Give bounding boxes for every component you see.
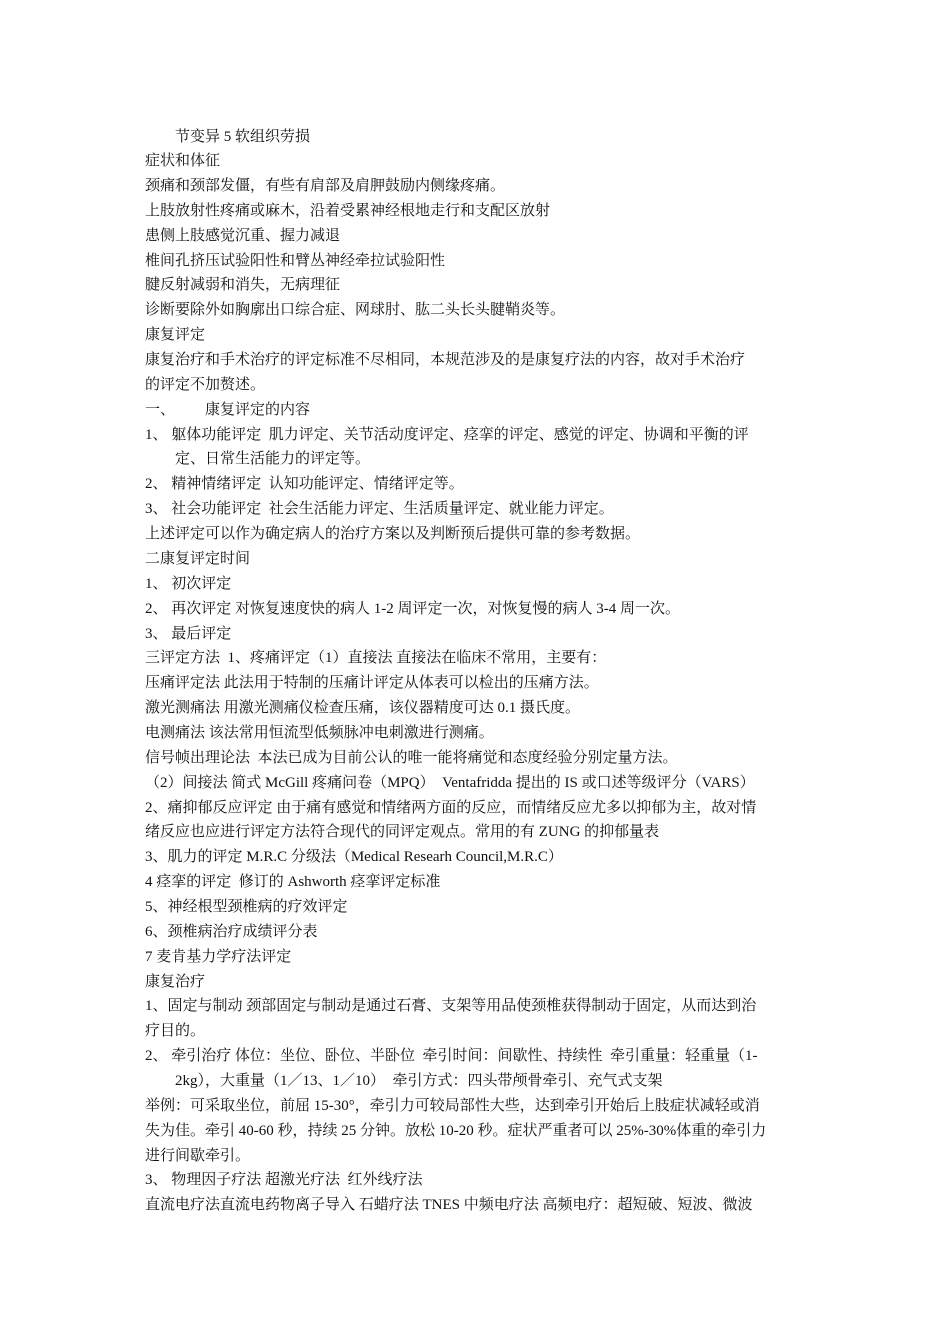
- text-line: 2、痛抑郁反应评定 由于痛有感觉和情绪两方面的反应，而情绪反应尤多以抑郁为主，故对情: [145, 800, 757, 816]
- text-line: 诊断要除外如胸廓出口综合症、网球肘、肱二头长头腱鞘炎等。: [145, 302, 566, 318]
- text-line: 压痛评定法 此法用于特制的压痛计评定从体表可以检出的压痛方法。: [145, 675, 599, 691]
- text-line: 4 痉挛的评定 修订的 Ashworth 痉挛评定标准: [145, 874, 441, 890]
- text-line: 症状和体征: [145, 153, 221, 169]
- text-line: 康复治疗和手术治疗的评定标准不尽相同，本规范涉及的是康复疗法的内容，故对手术治疗: [145, 352, 746, 368]
- text-line: 上肢放射性疼痛或麻木，沿着受累神经根地走行和支配区放射: [145, 203, 551, 219]
- list-item: 3、 社会功能评定 社会生活能力评定、生活质量评定、就业能力评定。: [145, 501, 614, 517]
- text-line: 2kg），大重量（1／13、1／10） 牵引方式：四头带颅骨牵引、充气式支架: [175, 1073, 663, 1089]
- text-line: 信号帧出理论法 本法已成为目前公认的唯一能将痛觉和态度经验分别定量方法。: [145, 750, 678, 766]
- text-line: 腱反射减弱和消失，无病理征: [145, 277, 341, 293]
- text-line: 三评定方法 1、疼痛评定（1）直接法 直接法在临床不常用，主要有：: [145, 650, 607, 666]
- section-heading: 康复评定: [145, 327, 206, 343]
- text-line: 患侧上肢感觉沉重、握力减退: [145, 228, 341, 244]
- text-line: 7 麦肯基力学疗法评定: [145, 949, 292, 965]
- list-item: 2、 牵引治疗 体位：坐位、卧位、半卧位 牵引时间：间歇性、持续性 牵引重量：轻重量（1-: [145, 1048, 758, 1064]
- text-line: 绪反应也应进行评定方法符合现代的同评定观点。常用的有 ZUNG 的抑郁量表: [145, 824, 660, 840]
- text-line: （2）间接法 简式 McGill 疼痛问卷（MPQ） Ventafridda 提出的 IS 或口述等级评分（VARS）: [145, 775, 755, 791]
- text-line: 二康复评定时间: [145, 551, 251, 567]
- text-line: 椎间孔挤压试验阳性和臂丛神经牵拉试验阳性: [145, 253, 446, 269]
- list-item: 1、 初次评定: [145, 576, 232, 592]
- text-line: 电测痛法 该法常用恒流型低频脉冲电刺激进行测痛。: [145, 725, 494, 741]
- list-item: 3、 物理因子疗法 超激光疗法 红外线疗法: [145, 1172, 423, 1188]
- list-item: 1、 躯体功能评定 肌力评定、关节活动度评定、痉挛的评定、感觉的评定、协调和平衡的评: [145, 427, 749, 443]
- text-line: 上述评定可以作为确定病人的治疗方案以及判断预后提供可靠的参考数据。: [145, 526, 641, 542]
- text-line: 失为佳。牵引 40-60 秒，持续 25 分钟。放松 10-20 秒。症状严重者可以 25%-30%体重的牵引力: [145, 1123, 767, 1139]
- text-line: 6、颈椎病治疗成绩评分表: [145, 924, 318, 940]
- list-item: 2、 再次评定 对恢复速度快的病人 1-2 周评定一次，对恢复慢的病人 3-4 周一次。: [145, 601, 680, 617]
- text-line: 节变异 5 软组织劳损: [175, 129, 311, 145]
- text-line: 3、肌力的评定 M.R.C 分级法（Medical Researh Council,M.R.C）: [145, 849, 563, 865]
- text-line: 疗目的。: [145, 1023, 206, 1039]
- section-heading: 康复治疗: [145, 974, 206, 990]
- text-line: 定、日常生活能力的评定等。: [175, 451, 371, 467]
- list-item: 3、 最后评定: [145, 626, 232, 642]
- list-item: 2、 精神情绪评定 认知功能评定、情绪评定等。: [145, 476, 464, 492]
- text-line: 激光测痛法 用激光测痛仪检查压痛，该仪器精度可达 0.1 摄氏度。: [145, 700, 581, 716]
- text-line: 举例：可采取坐位，前屈 15-30°，牵引力可较局部性大些，达到牵引开始后上肢症状减轻或消: [145, 1098, 760, 1114]
- text-line: 进行间歇牵引。: [145, 1148, 251, 1164]
- text-line: 一、 康复评定的内容: [145, 402, 311, 418]
- text-line: 5、神经根型颈椎病的疗效评定: [145, 899, 348, 915]
- text-line: 1、固定与制动 颈部固定与制动是通过石膏、支架等用品使颈椎获得制动于固定，从而达到治: [145, 998, 757, 1014]
- text-line: 颈痛和颈部发僵，有些有肩部及肩胛鼓励内侧缘疼痛。: [145, 178, 506, 194]
- text-line: 的评定不加赘述。: [145, 377, 266, 393]
- text-line: 直流电疗法直流电药物离子导入 石蜡疗法 TNES 中频电疗法 高频电疗：超短破、短波、微波: [145, 1197, 753, 1213]
